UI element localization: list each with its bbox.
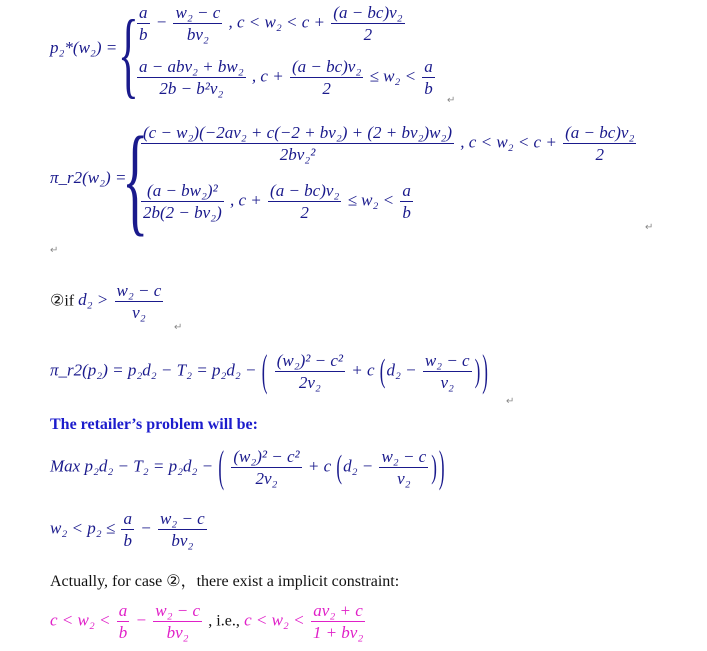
case2-condition: d₂ > $\frac{\text{w₂ − c}}{\text{v₂}}$: [78, 281, 162, 322]
pi-w-lhs: π_r2(w₂) =: [50, 168, 127, 187]
paragraph-mark: ↵: [506, 396, 515, 407]
pi-w-brace: {: [122, 112, 149, 247]
pi-p-equation: π_r2(p₂) = p₂d₂ − T₂ = p₂d₂ − ( $\frac{\text{(w₂)² − c²}}{\text{2v₂}}$ + c (d₂ − $\frac{\text{w₂ − c}}{\text{v₂}}$ ) ): [50, 345, 488, 395]
case2-label: ②if: [50, 292, 75, 310]
p2-star-brace: {: [118, 0, 139, 107]
retailer-problem-heading: The retailer’s problem will be:: [50, 416, 258, 433]
price-constraint: w₂ < p₂ ≤ $\frac{a}{b}$ − $\frac{\text{w₂ − c}}{\text{bv₂}}$: [50, 509, 205, 550]
p2-star-row1: $\frac{a}{b}$ − $\frac{\text{w₂ − c}}{\text{bv₂}}$ , c < w₂ < c + $\frac{\text{(a − bc)v₂}}{2}$: [139, 3, 403, 44]
case2-line: [50, 280, 165, 323]
p2-star-lhs: p₂*(w₂) =: [50, 38, 118, 57]
p2-star-row2: a − abv₂ + bw₂ 2b − b²v₂ , c + $\frac{\text{(a − bc)v₂}}{2}$ ≤ w₂ < $\frac{a}{b}$: [139, 57, 433, 98]
paragraph-mark: ↵: [50, 245, 59, 256]
implicit-constraint-text: Actually, for case ②，there exist a implicit constraint:: [50, 573, 400, 590]
paragraph-mark: ↵: [447, 95, 456, 106]
pi-w-row1: $\frac{\text{(c − w₂)(−2av₂ + c(−2 + bv₂) + (2 + bv₂)w₂)}}{\text{2bv₂²}}$ , c < w₂ < c + $\frac{\text{(a − bc)v₂}}{2}$: [143, 123, 635, 164]
max-equation: Max p₂d₂ − T₂ = p₂d₂ − ( $\frac{\text{(w₂)² − c²}}{\text{2v₂}}$ + c (d₂ − $\frac{\text{w₂ − c}}{\text{v₂}}$ ) ): [50, 441, 445, 491]
pi-w-row2: $\frac{\text{(a − bw₂)²}}{\text{2b(2 − bv₂)}}$ , c + $\frac{\text{(a − bc)v₂}}{2}$ ≤ w₂ < $\frac{a}{b}$: [143, 181, 411, 222]
implicit-constraint: c < w₂ < $\frac{a}{b}$ − $\frac{\text{w₂ − c}}{\text{bv₂}}$ , i.e., c < w₂ < $\frac{\text{av₂ + c}}{\text{1 + bv₂}}$: [50, 601, 364, 642]
paragraph-mark: ↵: [174, 322, 183, 333]
paragraph-mark: ↵: [645, 222, 654, 233]
